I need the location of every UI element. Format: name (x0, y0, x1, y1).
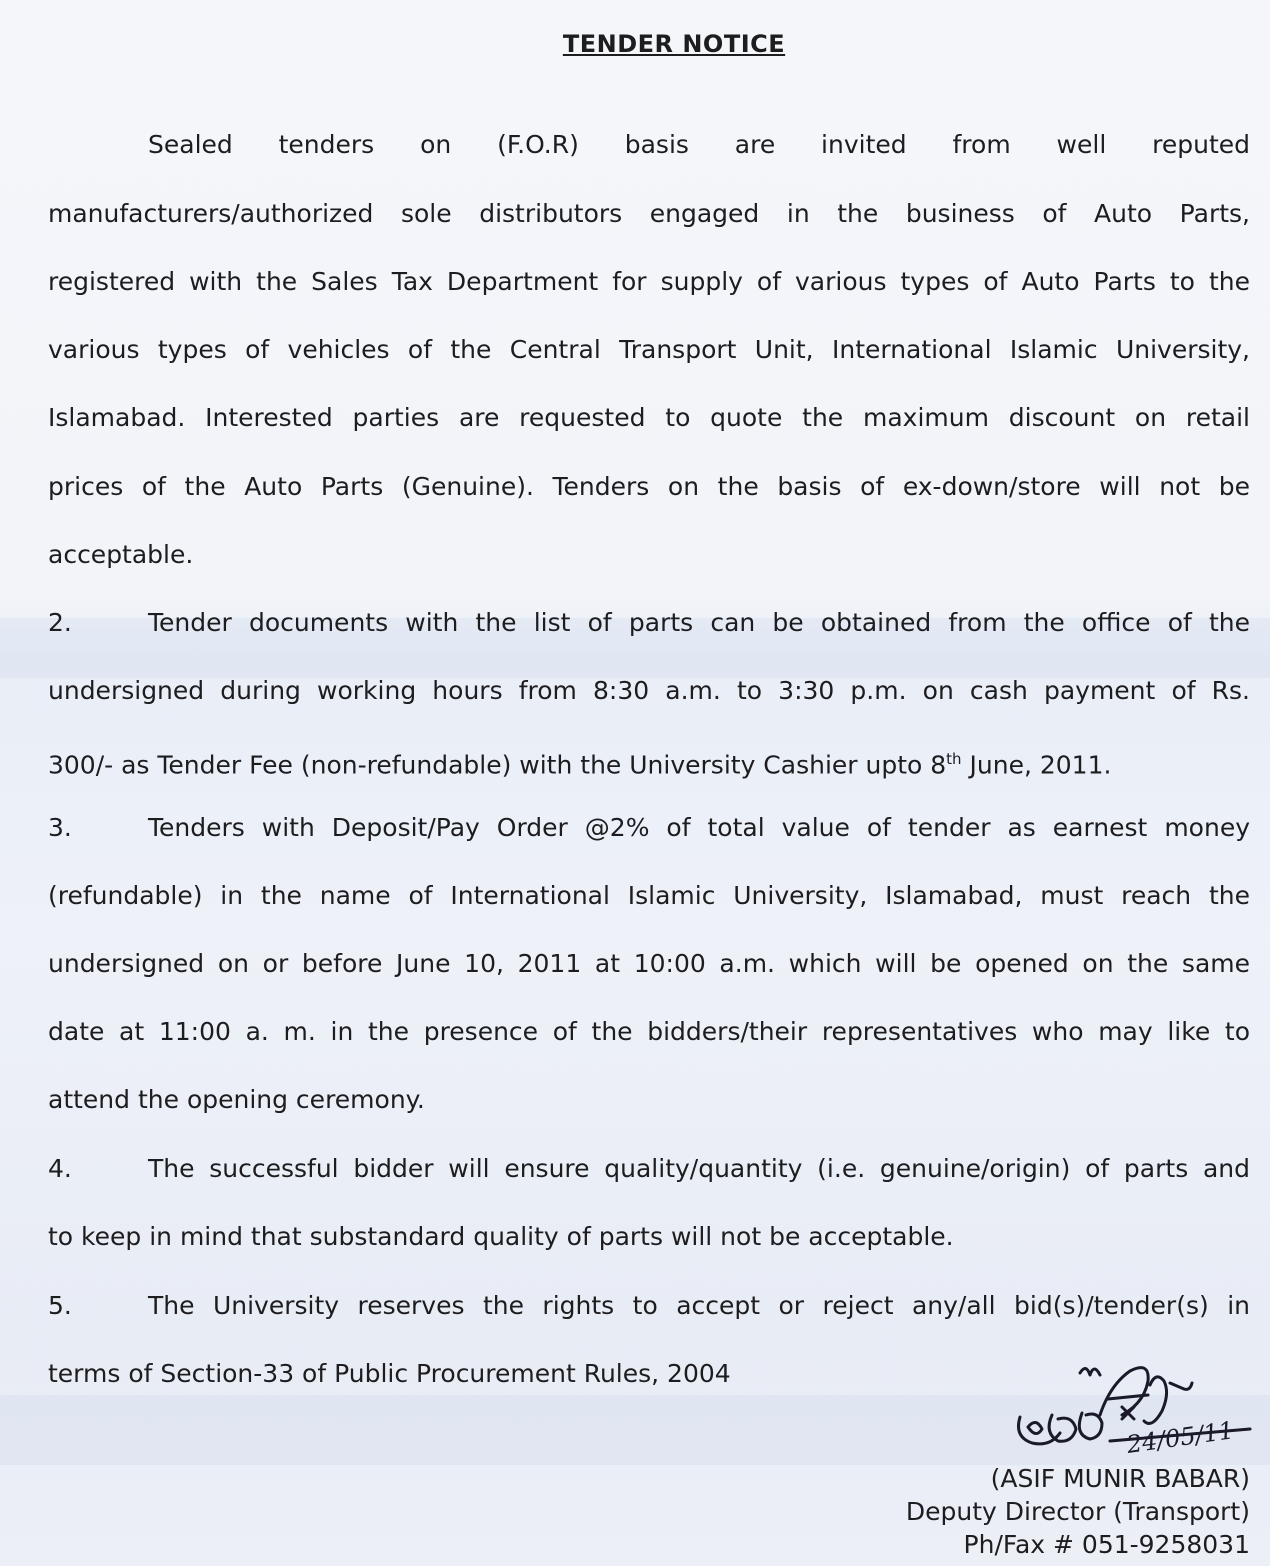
para2-line-1: Tender documents with the list of parts can be obtained from the office of the (148, 608, 1250, 637)
para4-line-1: The successful bidder will ensure quality/quantity (i.e. genuine/origin) of parts and (148, 1154, 1250, 1183)
para1-line-7: acceptable. (48, 540, 194, 569)
signature-date: 24/05/11 (1124, 1416, 1236, 1459)
para3-line-1: Tenders with Deposit/Pay Order @2% of total value of tender as earnest money (148, 813, 1250, 842)
signatory-contact: Ph/Fax # 051-9258031 (963, 1530, 1250, 1559)
para1-line-3: registered with the Sales Tax Department for supply of various types of Auto Parts to the (48, 267, 1250, 296)
para5-line-1: The University reserves the rights to accept or reject any/all bid(s)/tender(s) in (148, 1291, 1250, 1320)
handwritten-signature (1000, 1355, 1270, 1465)
para3-number: 3. (48, 813, 72, 842)
para3-line-2: (refundable) in the name of International Islamic University, Islamabad, must reach the (48, 881, 1250, 910)
para1-line-2: manufacturers/authorized sole distributors engaged in the business of Auto Parts, (48, 199, 1250, 228)
para4-line-2: to keep in mind that substandard quality of parts will not be acceptable. (48, 1222, 954, 1251)
para1-line-4: various types of vehicles of the Central Transport Unit, International Islamic University, (48, 335, 1250, 364)
para3-line-3: undersigned on or before June 10, 2011 at 10:00 a.m. which will be opened on the same (48, 949, 1250, 978)
para1-line-6: prices of the Auto Parts (Genuine). Tenders on the basis of ex-down/store will not be (48, 472, 1250, 501)
para1-line-5: Islamabad. Interested parties are requested to quote the maximum discount on retail (48, 403, 1250, 432)
para3-line-4: date at 11:00 a. m. in the presence of the bidders/their representatives who may like to (48, 1017, 1250, 1046)
para2-line-3: 300/- as Tender Fee (non-refundable) with the University Cashier upto 8th June, 2011. (48, 750, 1112, 780)
signatory-name: (ASIF MUNIR BABAR) (990, 1464, 1250, 1493)
para2-number: 2. (48, 608, 72, 637)
signatory-designation: Deputy Director (Transport) (905, 1497, 1250, 1526)
signature-block (906, 1462, 1250, 1561)
para2-line-2: undersigned during working hours from 8:30 a.m. to 3:30 p.m. on cash payment of Rs. (48, 676, 1250, 705)
para5-number: 5. (48, 1291, 72, 1320)
para4-number: 4. (48, 1154, 72, 1183)
para1-line-1: Sealed tenders on (F.O.R) basis are invited from well reputed (148, 130, 1250, 159)
document-title: TENDER NOTICE (562, 30, 786, 58)
para5-line-2: terms of Section-33 of Public Procurement Rules, 2004 (48, 1359, 731, 1388)
para3-line-5: attend the opening ceremony. (48, 1085, 425, 1114)
